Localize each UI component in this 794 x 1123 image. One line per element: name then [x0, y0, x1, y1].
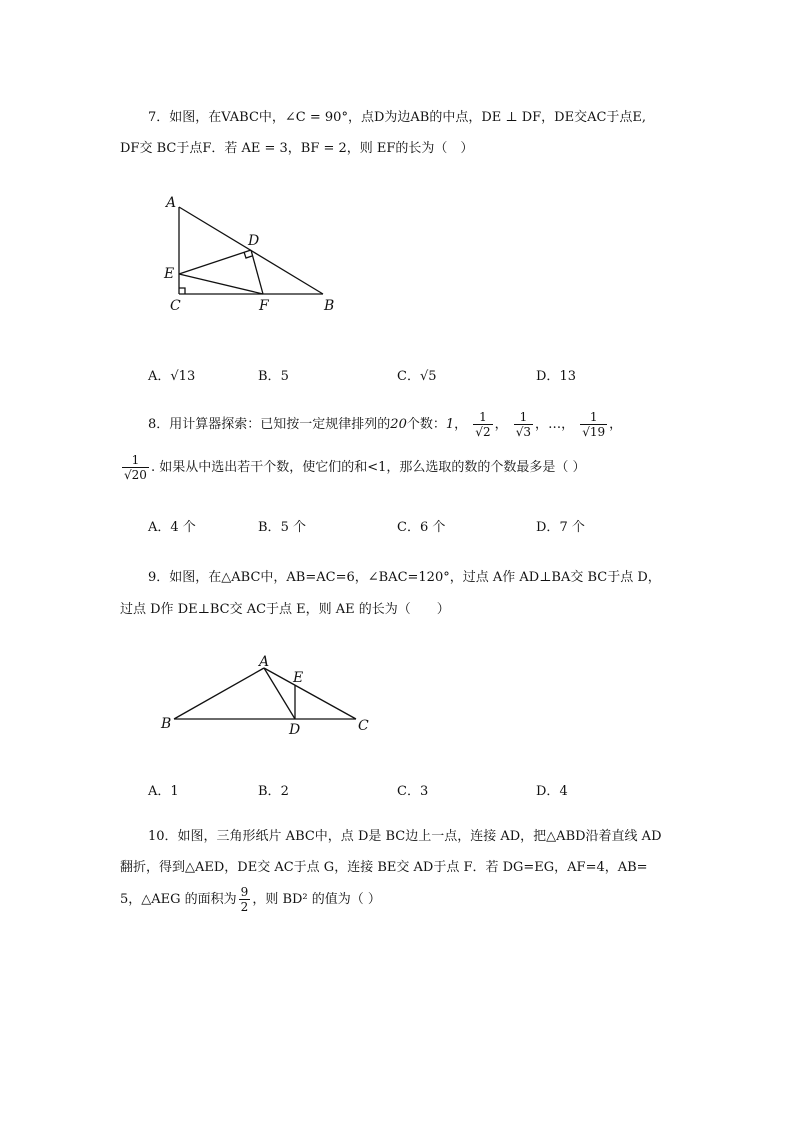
q8-frac-1-radicand: 2 — [482, 425, 491, 439]
q8-sep1: ， — [454, 417, 468, 432]
q7-option-d-value: 13 — [559, 369, 576, 384]
q8-frac-2-num: 1 — [519, 410, 528, 424]
q8-count: 20 — [390, 417, 407, 432]
q8-frac-line2 — [122, 453, 149, 482]
q10-number: 10． — [148, 829, 178, 844]
q10-stem-line1: 如图，三角形纸片 ABC中，点 D是 BC边上一点，连接 AD，把△ABD沿着直线 AD — [177, 829, 662, 844]
q8-frac-2 — [514, 410, 533, 439]
q9-option-b-letter: B． — [258, 784, 281, 799]
q10-frac-den: 2 — [240, 900, 249, 914]
q9-label-D: D — [289, 722, 301, 738]
q8-intro2: 个数： — [406, 417, 446, 432]
q7-label-B: B — [324, 298, 335, 314]
q8-frac-2-den: √3 — [515, 425, 532, 439]
q8-frac-line2-num: 1 — [131, 453, 140, 467]
q9-line1 — [148, 566, 661, 585]
q8-option-a-value: 4 个 — [170, 520, 196, 535]
q8-option-d-value: 7 个 — [559, 520, 585, 535]
q9-option-c[interactable] — [397, 780, 428, 799]
q7-option-c-letter: C． — [397, 369, 420, 384]
q8-frac-1 — [473, 410, 492, 439]
q8-sep4: ， — [561, 417, 575, 432]
q9-option-d[interactable] — [536, 780, 568, 799]
q7-stem-line2: DF交 BC于点F．若 AE = 3，BF = 2，则 EF的长为（ ） — [120, 141, 474, 156]
q8-line1 — [148, 410, 622, 439]
q7-option-b-letter: B． — [258, 369, 281, 384]
q7-number: 7． — [148, 110, 170, 125]
q10-line1 — [148, 825, 662, 844]
q9-figure — [155, 650, 385, 740]
q7-option-c-value: √5 — [419, 369, 437, 384]
q8-option-a[interactable] — [148, 516, 196, 535]
q7-option-a-value: √13 — [170, 369, 196, 384]
q9-option-a-value: 1 — [170, 784, 179, 799]
q7-option-d-letter: D． — [536, 369, 560, 384]
q10-frac-num: 9 — [240, 885, 249, 899]
q7-label-A: A — [166, 195, 177, 211]
q8-frac-last-den: √19 — [582, 425, 606, 439]
q8-option-b-value: 5 个 — [280, 520, 306, 535]
q9-label-B: B — [161, 716, 172, 732]
q8-option-d-letter: D． — [536, 520, 560, 535]
q7-label-C: C — [170, 298, 181, 314]
q7-option-c[interactable] — [397, 365, 437, 384]
q9-option-d-value: 4 — [559, 784, 568, 799]
q10-frac — [239, 885, 251, 914]
q8-frac-last-radicand: 19 — [589, 425, 606, 439]
q8-frac-line2-den: √20 — [124, 468, 147, 482]
q8-number: 8． — [148, 417, 170, 432]
q9-label-E: E — [293, 670, 304, 686]
q8-sep3: ， — [535, 417, 549, 432]
q7-option-d[interactable] — [536, 365, 576, 384]
q10-line3 — [120, 885, 381, 914]
q8-intro: 用计算器探索：已知按一定规律排列的 — [169, 417, 391, 432]
q8-first: 1 — [445, 417, 455, 432]
q8-frac-last-num: 1 — [589, 410, 598, 424]
q8-line2 — [120, 453, 586, 482]
q8-option-d[interactable] — [536, 516, 585, 535]
q9-label-C: C — [358, 718, 369, 734]
q7-label-D: D — [248, 233, 260, 249]
q8-frac-line2-radicand: 20 — [131, 468, 147, 482]
q8-option-a-letter: A． — [148, 520, 171, 535]
q10-stem-line2: 翻折，得到△AED，DE交 AC于点 G，连接 BE交 AD于点 F．若 DG=EG，AF=4，AB= — [120, 860, 648, 875]
q9-option-a-letter: A． — [148, 784, 171, 799]
q7-option-a-letter: A． — [148, 369, 171, 384]
q9-option-d-letter: D． — [536, 784, 560, 799]
q8-option-b-letter: B． — [258, 520, 281, 535]
q9-option-c-value: 3 — [419, 784, 429, 799]
q9-option-b[interactable] — [258, 780, 289, 799]
q7-option-b-value: 5 — [280, 369, 289, 384]
q8-sep2: ， — [494, 417, 508, 432]
q7-stem-line1: 如图，在VABC中，∠C = 90°，点D为边AB的中点，DE ⊥ DF，DE交AC于点E, — [169, 110, 647, 125]
q10-stem-line3a: 5，△AEG 的面积为 — [120, 892, 237, 907]
q8-ellipsis: … — [548, 417, 562, 432]
q9-label-A: A — [259, 654, 270, 670]
q7-label-E: E — [164, 266, 175, 282]
q8-frac-1-den: √2 — [475, 425, 491, 439]
q8-option-c-letter: C． — [397, 520, 420, 535]
q7-line1 — [148, 106, 646, 125]
q8-frac-2-radicand: 3 — [523, 425, 532, 439]
q9-number: 9． — [148, 570, 170, 585]
q9-stem-line1: 如图，在△ABC中，AB=AC=6，∠BAC=120°，过点 A作 AD⊥BA交 BC于点 D， — [169, 570, 661, 585]
q8-option-b[interactable] — [258, 516, 306, 535]
q8-stem-line2: . 如果从中选出若干个数，使它们的和<1，那么选取的数的个数最多是（ ） — [150, 460, 586, 475]
q10-stem-line3b: ，则 BD² 的值为（ ） — [252, 892, 381, 907]
q8-sep5: ， — [609, 417, 623, 432]
q7-option-b[interactable] — [258, 365, 289, 384]
q9-option-a[interactable] — [148, 780, 179, 799]
q7-label-F: F — [259, 298, 269, 314]
q8-option-c-value: 6 个 — [419, 520, 446, 535]
q8-frac-last — [580, 410, 607, 439]
q8-frac-1-num: 1 — [479, 410, 487, 424]
q8-option-c[interactable] — [397, 516, 445, 535]
q7-figure — [160, 195, 350, 315]
q7-option-a[interactable] — [148, 365, 195, 384]
q9-option-c-letter: C． — [397, 784, 420, 799]
q9-option-b-value: 2 — [280, 784, 289, 799]
q9-stem-line2: 过点 D作 DE⊥BC交 AC于点 E，则 AE 的长为（ ） — [120, 602, 450, 617]
